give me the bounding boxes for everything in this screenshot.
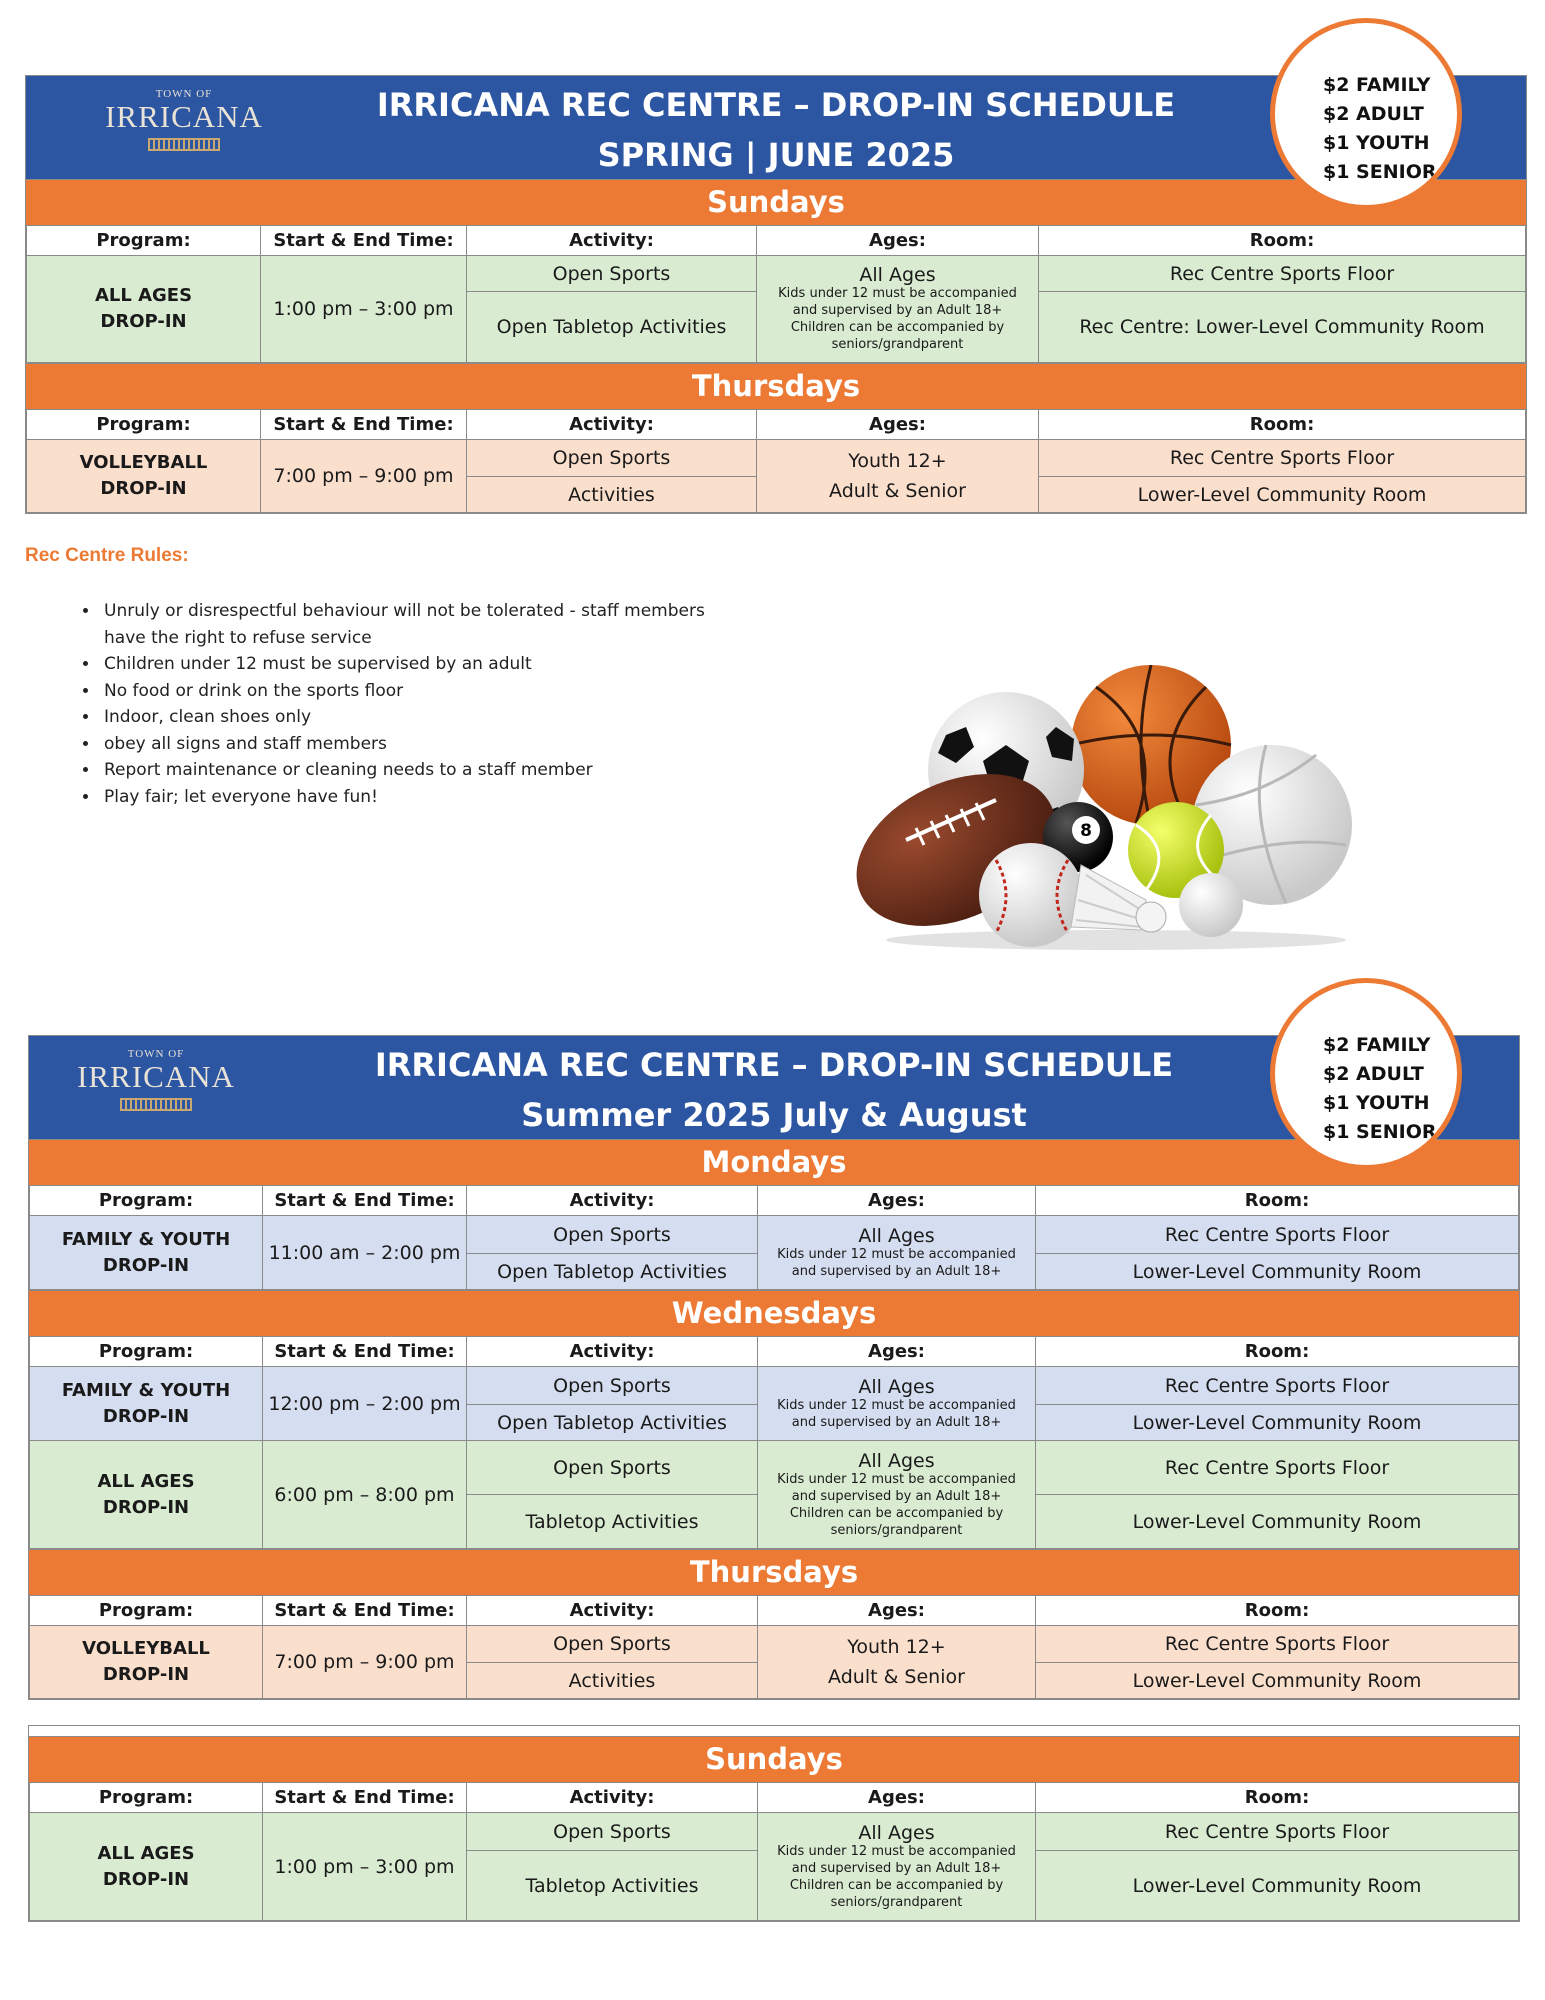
room-cell: Lower-Level Community Room <box>1036 1663 1519 1699</box>
header-ages: Ages: <box>757 410 1039 440</box>
program-line: ALL AGES <box>97 1470 195 1492</box>
table-row <box>27 256 1526 292</box>
time-cell: 11:00 am – 2:00 pm <box>263 1216 467 1290</box>
header-activity: Activity: <box>467 410 757 440</box>
ages-note: seniors/grandparent <box>830 1522 963 1538</box>
logo-top-text: TOWN OF <box>127 1048 185 1060</box>
program-line: FAMILY & YOUTH <box>61 1379 231 1401</box>
header-room: Room: <box>1036 1596 1519 1626</box>
ages-cell <box>758 1813 1036 1921</box>
ages-main: All Ages <box>858 1449 935 1472</box>
room-cell: Rec Centre: Lower-Level Community Room <box>1039 292 1526 363</box>
program-cell <box>30 1626 263 1699</box>
activity-cell: Activities <box>467 1663 758 1699</box>
summer-subtitle: Summer 2025 July & August <box>521 1096 1027 1134</box>
header-program: Program: <box>27 410 261 440</box>
time-cell: 6:00 pm – 8:00 pm <box>263 1441 467 1549</box>
ages-main: All Ages <box>858 1224 935 1247</box>
header-ages: Ages: <box>758 1783 1036 1813</box>
room-cell: Rec Centre Sports Floor <box>1036 1441 1519 1495</box>
program-line: DROP-IN <box>100 311 187 332</box>
header-room: Room: <box>1036 1783 1519 1813</box>
price-family: $2 FAMILY <box>1323 1034 1431 1056</box>
activity-cell: Activities <box>467 477 757 513</box>
ages-note: and supervised by an Adult 18+ <box>791 1414 1002 1430</box>
rules-title: Rec Centre Rules: <box>25 545 189 566</box>
activity-cell: Open Sports <box>467 1216 758 1254</box>
time-cell: 1:00 pm – 3:00 pm <box>261 256 467 363</box>
summer-thursday-banner: Thursdays <box>29 1549 1519 1595</box>
program-cell <box>30 1441 263 1549</box>
program-cell <box>30 1216 263 1290</box>
room-cell: Lower-Level Community Room <box>1036 1851 1519 1921</box>
price-family: $2 FAMILY <box>1323 74 1431 96</box>
table-row <box>30 1216 1519 1254</box>
room-cell: Lower-Level Community Room <box>1036 1405 1519 1441</box>
rule-item: • Children under 12 must be supervised by an adult <box>100 651 790 678</box>
shadow <box>886 930 1346 950</box>
room-cell: Rec Centre Sports Floor <box>1039 256 1526 292</box>
activity-cell: Open Tabletop Activities <box>467 292 757 363</box>
header-ages: Ages: <box>758 1337 1036 1367</box>
activity-cell: Open Sports <box>467 1626 758 1663</box>
ages-cell <box>757 256 1039 363</box>
header-time: Start & End Time: <box>263 1186 467 1216</box>
program-line: DROP-IN <box>102 1868 190 1890</box>
header-ages: Ages: <box>757 226 1039 256</box>
summer-sunday-banner: Sundays <box>29 1736 1519 1782</box>
header-room: Room: <box>1039 410 1526 440</box>
room-cell: Rec Centre Sports Floor <box>1036 1626 1519 1663</box>
table-row <box>30 1441 1519 1495</box>
program-line: VOLLEYBALL <box>82 1638 210 1659</box>
price-senior: $1 SENIOR <box>1323 1121 1437 1143</box>
ages-note: Kids under 12 must be accompanied <box>777 1843 1016 1859</box>
header-room: Room: <box>1036 1186 1519 1216</box>
baseball-icon <box>979 843 1083 947</box>
activity-cell: Open Tabletop Activities <box>467 1254 758 1290</box>
ages-cell <box>757 440 1039 513</box>
ages-note: Children can be accompanied by <box>789 1505 1004 1521</box>
table-row <box>30 1367 1519 1405</box>
ages-main: All Ages <box>858 1375 935 1398</box>
logo-name: IRRICANA <box>77 1059 235 1094</box>
header-ages: Ages: <box>758 1186 1036 1216</box>
ages-note: and supervised by an Adult 18+ <box>791 1860 1002 1876</box>
program-line: FAMILY & YOUTH <box>61 1228 231 1250</box>
rule-item: • obey all signs and staff members <box>100 731 790 758</box>
header-activity: Activity: <box>467 1783 758 1813</box>
header-program: Program: <box>30 1596 263 1626</box>
room-cell: Lower-Level Community Room <box>1036 1495 1519 1549</box>
ages-cell <box>758 1367 1036 1441</box>
time-cell: 7:00 pm – 9:00 pm <box>263 1626 467 1699</box>
summer-sunday-schedule <box>28 1725 1520 1922</box>
header-time: Start & End Time: <box>263 1337 467 1367</box>
ages-note: and supervised by an Adult 18+ <box>792 303 1003 318</box>
room-cell: Lower-Level Community Room <box>1039 477 1526 513</box>
room-cell: Rec Centre Sports Floor <box>1039 440 1526 477</box>
ages-main: All Ages <box>858 1821 935 1844</box>
summer-wednesday-banner: Wednesdays <box>29 1290 1519 1336</box>
room-cell: Rec Centre Sports Floor <box>1036 1813 1519 1851</box>
ages-note: and supervised by an Adult 18+ <box>791 1488 1002 1504</box>
activity-cell: Open Sports <box>467 1367 758 1405</box>
price-youth: $1 YOUTH <box>1323 132 1430 154</box>
ages-note: Kids under 12 must be accompanied <box>778 286 1017 301</box>
golf-ball-icon <box>1179 873 1243 937</box>
time-cell: 7:00 pm – 9:00 pm <box>261 440 467 513</box>
time-cell: 1:00 pm – 3:00 pm <box>263 1813 467 1921</box>
program-line: DROP-IN <box>102 1254 190 1276</box>
activity-cell: Open Sports <box>467 256 757 292</box>
summer-sunday-table <box>29 1782 1519 1921</box>
table-row <box>30 1626 1519 1663</box>
header-program: Program: <box>30 1337 263 1367</box>
ages-cell <box>758 1216 1036 1290</box>
activity-cell: Tabletop Activities <box>467 1851 758 1921</box>
spring-title: IRRICANA REC CENTRE – DROP-IN SCHEDULE <box>376 86 1176 124</box>
header-activity: Activity: <box>467 1337 758 1367</box>
program-cell <box>30 1813 263 1921</box>
sports-balls-image <box>846 665 1366 955</box>
header-program: Program: <box>27 226 261 256</box>
rule-item: • Unruly or disrespectful behaviour will not be tolerated - staff members have the right to refuse service <box>100 598 714 651</box>
header-room: Room: <box>1039 226 1526 256</box>
rule-item: • Indoor, clean shoes only <box>100 704 790 731</box>
ages-note: Kids under 12 must be accompanied <box>777 1397 1016 1413</box>
header-activity: Activity: <box>467 226 757 256</box>
summer-price-badge <box>1270 978 1462 1170</box>
spring-thursday-table <box>26 409 1526 513</box>
ages-note: and supervised by an Adult 18+ <box>791 1263 1002 1279</box>
summer-wednesday-table <box>29 1336 1519 1549</box>
room-cell: Rec Centre Sports Floor <box>1036 1367 1519 1405</box>
activity-cell: Open Tabletop Activities <box>467 1405 758 1441</box>
ages-note: Kids under 12 must be accompanied <box>777 1471 1016 1487</box>
header-activity: Activity: <box>467 1186 758 1216</box>
summer-monday-banner: Mondays <box>29 1139 1519 1185</box>
ages-note: seniors/grandparent <box>831 337 964 352</box>
ages-main: All Ages <box>859 264 936 286</box>
program-line: DROP-IN <box>100 478 187 499</box>
table-row <box>30 1813 1519 1851</box>
summer-title: IRRICANA REC CENTRE – DROP-IN SCHEDULE <box>374 1046 1174 1084</box>
program-line: VOLLEYBALL <box>79 452 208 473</box>
header-time: Start & End Time: <box>261 226 467 256</box>
summer-thursday-table <box>29 1595 1519 1699</box>
ages-cell <box>758 1441 1036 1549</box>
header-time: Start & End Time: <box>263 1596 467 1626</box>
activity-cell: Tabletop Activities <box>467 1495 758 1549</box>
ages-note: Kids under 12 must be accompanied <box>777 1246 1016 1262</box>
ages-cell <box>758 1626 1036 1699</box>
room-cell: Lower-Level Community Room <box>1036 1254 1519 1290</box>
table-row <box>27 440 1526 477</box>
program-line: ALL AGES <box>97 1842 195 1864</box>
price-senior: $1 SENIOR <box>1323 161 1437 183</box>
ages-line: Youth 12+ <box>847 1636 946 1658</box>
time-cell: 12:00 pm – 2:00 pm <box>263 1367 467 1441</box>
ages-note: seniors/grandparent <box>830 1894 963 1910</box>
header-program: Program: <box>30 1186 263 1216</box>
rule-item: • Play fair; let everyone have fun! <box>100 784 790 811</box>
spring-sunday-banner: Sundays <box>26 179 1526 225</box>
ages-line: Adult & Senior <box>828 1666 965 1688</box>
program-line: DROP-IN <box>102 1664 190 1685</box>
header-ages: Ages: <box>758 1596 1036 1626</box>
spacer <box>29 1726 1519 1736</box>
logo-name: IRRICANA <box>105 99 263 134</box>
summer-monday-table <box>29 1185 1519 1290</box>
ages-note: Children can be accompanied by <box>789 1877 1004 1893</box>
header-room: Room: <box>1036 1337 1519 1367</box>
rule-item: • Report maintenance or cleaning needs to a staff member <box>100 757 790 784</box>
room-cell: Rec Centre Sports Floor <box>1036 1216 1519 1254</box>
header-time: Start & End Time: <box>261 410 467 440</box>
spring-sunday-table <box>26 225 1526 363</box>
spring-thursday-banner: Thursdays <box>26 363 1526 409</box>
logo-top-text: TOWN OF <box>155 88 213 100</box>
price-youth: $1 YOUTH <box>1323 1092 1430 1114</box>
header-activity: Activity: <box>467 1596 758 1626</box>
activity-cell: Open Sports <box>467 440 757 477</box>
activity-cell: Open Sports <box>467 1441 758 1495</box>
program-cell <box>27 440 261 513</box>
program-cell <box>27 256 261 363</box>
header-program: Program: <box>30 1783 263 1813</box>
program-line: DROP-IN <box>102 1496 190 1518</box>
ages-note: Children can be accompanied by <box>790 320 1005 335</box>
ages-line: Adult & Senior <box>829 480 966 502</box>
ages-line: Youth 12+ <box>848 450 947 472</box>
spring-price-badge <box>1270 18 1462 210</box>
program-cell <box>30 1367 263 1441</box>
program-line: DROP-IN <box>102 1405 190 1427</box>
rule-item: • No food or drink on the sports floor <box>100 678 790 705</box>
header-time: Start & End Time: <box>263 1783 467 1813</box>
rules-list <box>62 598 790 810</box>
activity-cell: Open Sports <box>467 1813 758 1851</box>
price-adult: $2 ADULT <box>1323 1063 1424 1085</box>
eight-ball-number: 8 <box>1080 821 1092 841</box>
spring-subtitle: SPRING | JUNE 2025 <box>597 136 955 174</box>
price-adult: $2 ADULT <box>1323 103 1424 125</box>
program-line: ALL AGES <box>94 285 193 306</box>
